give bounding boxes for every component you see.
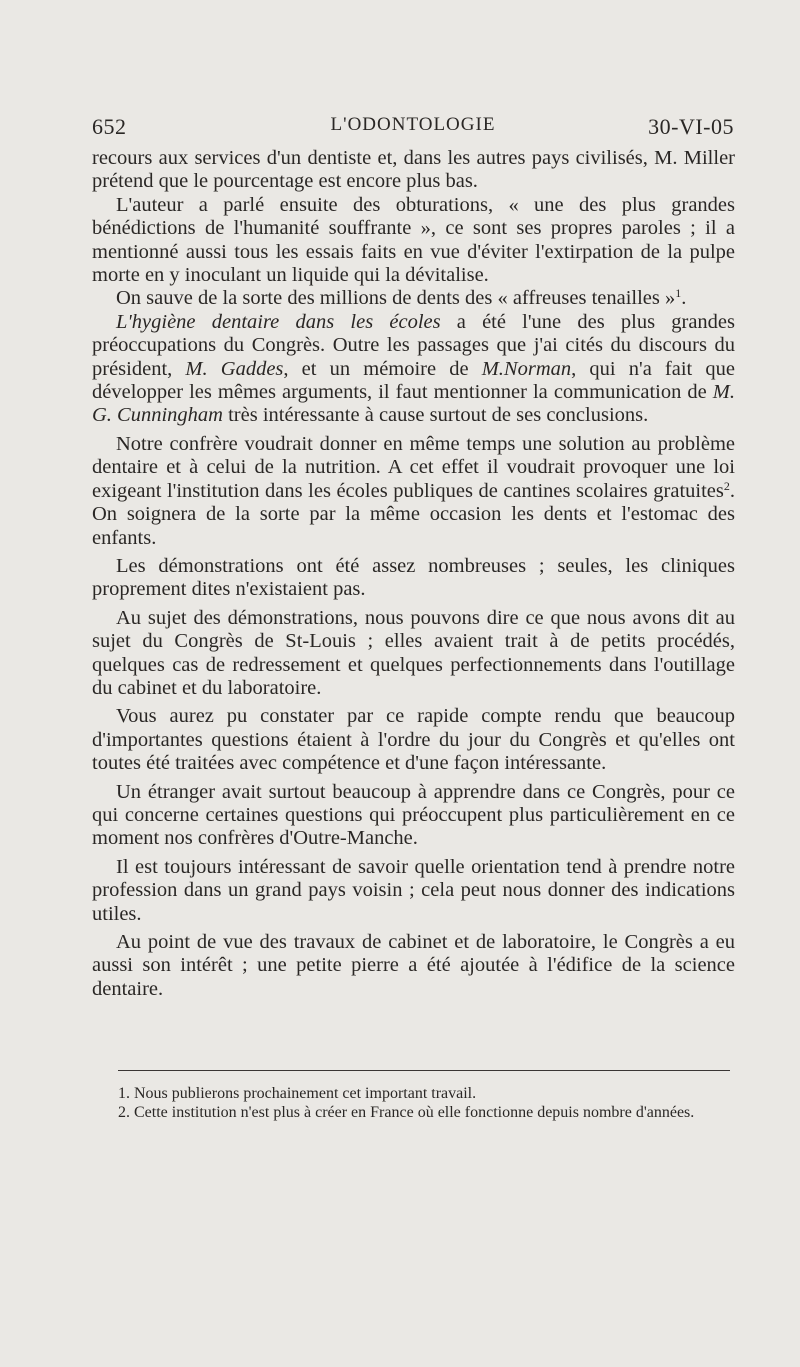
paragraph-text: très intéressante à cause surtout de ses conclusions. [222, 404, 649, 427]
paragraph-text: . On soignera de la sorte par la même occasion les dents et l'estomac des enfants. [92, 479, 735, 549]
issue-date: 30-VI-05 [648, 114, 734, 139]
paragraph: Un étranger avait surtout beaucoup à apprendre dans ce Congrès, pour ce qui concerne certaines questions qui préoccupent plus particulièrement en ce moment nos confrères d'Outre-Manche. [92, 780, 735, 850]
paragraph [92, 433, 735, 550]
footnotes [92, 1084, 735, 1122]
paragraph: Les démonstrations ont été assez nombreuses ; seules, les cliniques proprement dites n'existaient pas. [92, 554, 735, 601]
paragraph: Au point de vue des travaux de cabinet et de laboratoire, le Congrès a eu aussi son intérêt ; une petite pierre a été ajoutée à l'édifice de la science dentaire. [92, 931, 735, 1000]
running-header [92, 114, 734, 144]
paragraph: recours aux services d'un dentiste et, dans les autres pays civilisés, M. Miller prétend que le pourcentage est encore plus bas. [92, 147, 735, 193]
footnote-ref: 1 [675, 286, 682, 301]
person-name: M. Gaddes [185, 357, 284, 380]
paragraph: Au sujet des démonstrations, nous pouvons dire ce que nous avons dit au sujet du Congrès de St-Louis ; elles avaient trait à de petits procédés, quelques cas de redressement et quelques perfectionnements dans l'outillage du cabinet et du laboratoire. [92, 606, 735, 699]
paragraph-text: a été l'une des plus grandes préoccupations du Congrès. Outre les passages que j'ai cités du discours du président, [92, 310, 735, 380]
person-name: M. G. Cunningham [92, 381, 735, 427]
paragraph: Vous aurez pu constater par ce rapide compte rendu que beaucoup d'importantes questions étaient à l'ordre du jour du Congrès et qu'elles ont toutes été traitées avec compétence et d'une façon intéressante. [92, 705, 735, 775]
paragraph-text: , qui n'a fait que développer les mêmes arguments, il faut mentionner la communication de [92, 357, 735, 404]
paragraph-text: On sauve de la sorte des millions de dents des « affreuses tenailles » [116, 287, 676, 310]
paragraph-text: , et un mémoire de [283, 357, 482, 380]
italic-heading: L'hygiène dentaire dans les écoles [116, 310, 441, 333]
article-body [92, 147, 735, 1001]
paragraph: Il est toujours intéressant de savoir quelle orientation tend à prendre notre profession dans un grand pays voisin ; cela peut nous donner des indications utiles. [92, 855, 735, 925]
paragraph [92, 311, 735, 428]
paragraph [92, 287, 735, 310]
paragraph: L'auteur a parlé ensuite des obturations, « une des plus grandes bénédictions de l'humanité souffrante », ce sont ses propres paroles ; il a mentionné aussi tous les essais faits en vue d'éviter l'extirpation de la pulpe morte en y inoculant un liquide qui la dévitalise. [92, 193, 735, 287]
paragraph-text: . [681, 287, 687, 310]
footnote: 1. Nous publierons prochainement cet important travail. [118, 1085, 477, 1102]
page-number: 652 [92, 114, 127, 139]
person-name: M.Norman [481, 357, 572, 380]
footnote-divider [118, 1070, 730, 1071]
footnote: 2. Cette institution n'est plus à créer en France où elle fonctionne depuis nombre d'années. [118, 1104, 695, 1121]
footnote-ref: 2 [723, 478, 730, 493]
journal-title: L'ODONTOLOGIE [330, 114, 496, 135]
paragraph-text: Notre confrère voudrait donner en même temps une solution au problème dentaire et à celui de la nutrition. A cet effet il voudrait provoquer une loi exigeant l'institution dans les écoles publiques de cantines scolaires gratuites [92, 432, 735, 502]
